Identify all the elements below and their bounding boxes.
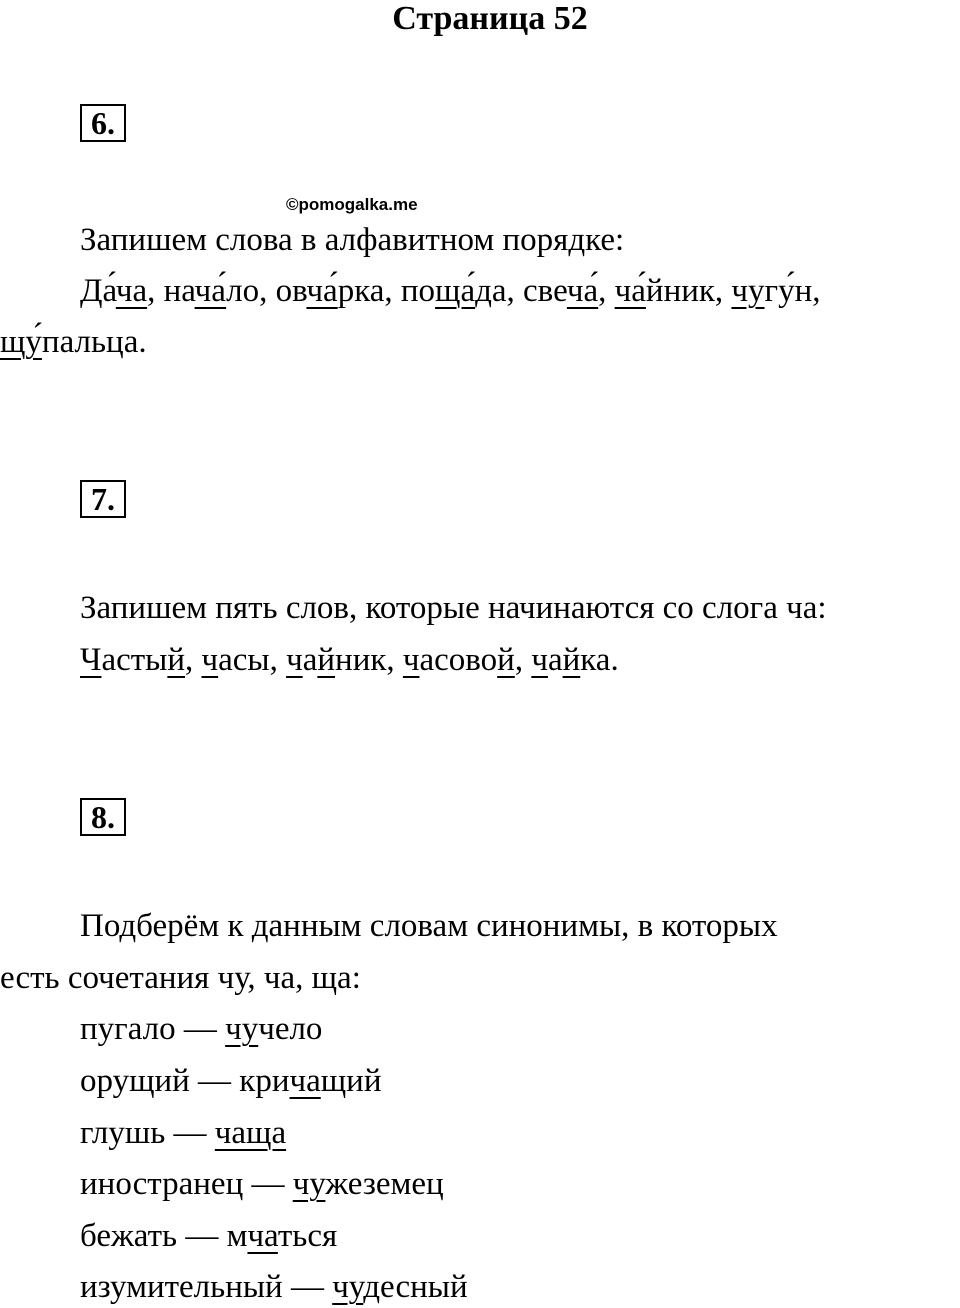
synonym-pair bbox=[0, 1009, 960, 1049]
task-7-words bbox=[0, 640, 960, 680]
text-fragment: , на bbox=[147, 273, 195, 309]
text-fragment: щий bbox=[320, 1063, 382, 1099]
text-fragment: орущий — кри bbox=[80, 1063, 290, 1099]
text-fragment: ник, bbox=[335, 642, 403, 678]
synonym-pair bbox=[0, 1267, 960, 1307]
underlined-fragment: й bbox=[317, 642, 336, 678]
text-fragment: иностранец — bbox=[80, 1166, 293, 1202]
underlined-fragment: й bbox=[562, 642, 581, 678]
synonym-pair bbox=[0, 1113, 960, 1153]
text-fragment: асово bbox=[419, 642, 498, 678]
text-fragment: изумительный — bbox=[80, 1269, 333, 1305]
underlined-fragment: Ч bbox=[80, 642, 102, 678]
underlined-fragment: ча́ bbox=[566, 273, 599, 309]
text-fragment: а bbox=[547, 642, 563, 678]
synonym-pair bbox=[0, 1164, 960, 1204]
underlined-fragment: ща́ bbox=[435, 273, 476, 309]
text-fragment: десный bbox=[363, 1269, 468, 1305]
underlined-fragment: й bbox=[497, 642, 515, 678]
underlined-fragment: чу bbox=[292, 1166, 326, 1202]
task-6-words-line-1 bbox=[0, 271, 960, 311]
text-fragment: бежать — м bbox=[80, 1218, 248, 1254]
task-7-number: 7. bbox=[80, 480, 126, 518]
text-fragment: рка, по bbox=[337, 273, 436, 309]
text-fragment: , bbox=[514, 642, 532, 678]
synonym-pair bbox=[0, 1216, 960, 1256]
task-8-intro-line-2: есть сочетания чу, ча, ща: bbox=[0, 960, 361, 996]
text-fragment: а bbox=[302, 642, 318, 678]
underlined-fragment: ча bbox=[115, 273, 148, 309]
task-8-number: 8. bbox=[80, 798, 126, 836]
underlined-fragment: ча́ bbox=[614, 273, 646, 309]
page-title: Страница 52 bbox=[392, 0, 588, 37]
underlined-fragment: ча bbox=[289, 1063, 321, 1099]
underlined-fragment: чаща bbox=[214, 1115, 287, 1151]
text-fragment: гу́н, bbox=[764, 273, 821, 309]
task-8-intro-line-1: Подберём к данным словам синонимы, в которых bbox=[80, 908, 778, 944]
task-6-intro: Запишем слова в алфавитном порядке: bbox=[80, 222, 625, 258]
text-fragment: ка. bbox=[580, 642, 619, 678]
text-fragment: асты bbox=[101, 642, 168, 678]
text-fragment: чело bbox=[258, 1011, 323, 1047]
text-fragment: пальца. bbox=[41, 324, 147, 360]
text-fragment: пугало — bbox=[80, 1011, 226, 1047]
text-fragment: Да́ bbox=[80, 273, 116, 309]
text-fragment: ться bbox=[277, 1218, 338, 1254]
text-fragment: , bbox=[598, 273, 615, 309]
task-7-intro: Запишем пять слов, которые начинаются со слога ча: bbox=[80, 590, 827, 626]
text-fragment: ло, ов bbox=[226, 273, 307, 309]
underlined-fragment: ч bbox=[286, 642, 303, 678]
underlined-fragment: ча́ bbox=[194, 273, 227, 309]
underlined-fragment: й bbox=[167, 642, 186, 678]
task-6-number: 6. bbox=[80, 104, 126, 142]
underlined-fragment: чу bbox=[332, 1269, 364, 1305]
text-fragment: да, све bbox=[475, 273, 567, 309]
text-fragment: йник, bbox=[645, 273, 732, 309]
underlined-fragment: ча bbox=[247, 1218, 278, 1254]
underlined-fragment: ч bbox=[402, 642, 420, 678]
underlined-fragment: чу bbox=[225, 1011, 259, 1047]
underlined-fragment: ч bbox=[531, 642, 548, 678]
text-fragment: , bbox=[185, 642, 202, 678]
text-fragment: жеземец bbox=[325, 1166, 444, 1202]
text-fragment: асы, bbox=[218, 642, 287, 678]
underlined-fragment: щу́ bbox=[0, 324, 42, 360]
synonym-pair bbox=[0, 1061, 960, 1101]
underlined-fragment: чу bbox=[731, 273, 765, 309]
watermark: ©pomogalka.me bbox=[286, 195, 418, 214]
task-6-words-line-2 bbox=[0, 322, 960, 362]
underlined-fragment: ч bbox=[201, 642, 219, 678]
underlined-fragment: ча́ bbox=[306, 273, 338, 309]
text-fragment: глушь — bbox=[80, 1115, 215, 1151]
